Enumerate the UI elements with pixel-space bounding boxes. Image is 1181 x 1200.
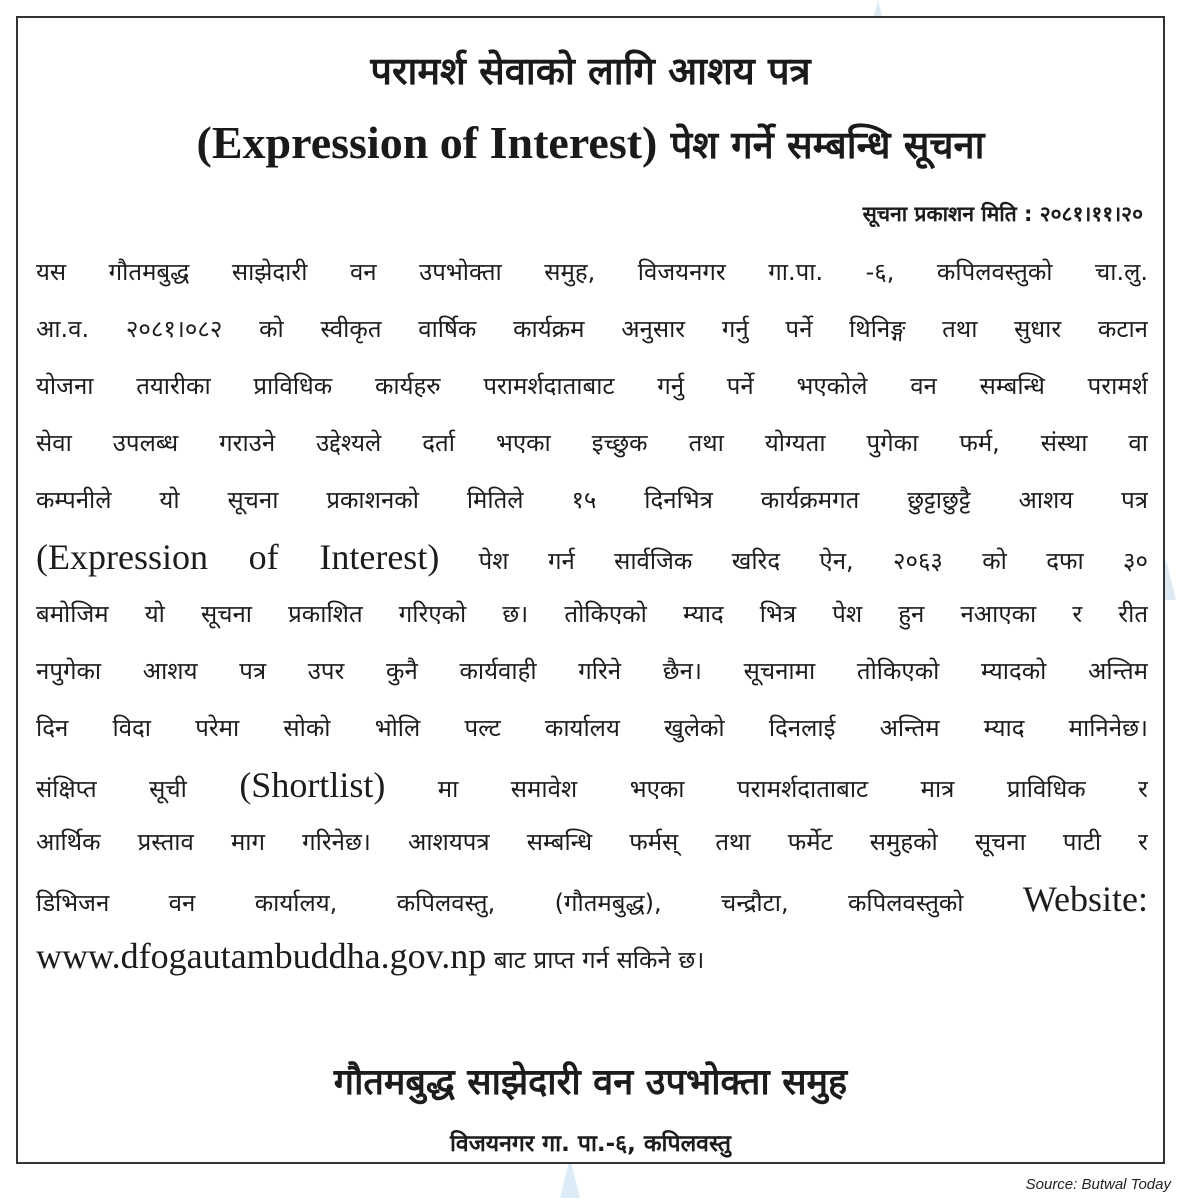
body-line-10-start: संक्षिप्त सूची <box>36 775 187 803</box>
body-line-7: बमोजिम यो सूचना प्रकाशित गरिएको छ। तोकिएको म्याद भित्र पेश हुन नआएका र रीत <box>36 600 1148 628</box>
organization-name: गौतमबुद्ध साझेदारी वन उपभोक्ता समुह <box>333 1062 848 1103</box>
notice-subtitle <box>18 116 1163 170</box>
organization-address: विजयनगर गा. पा.-६, कपिलवस्तु <box>449 1131 732 1157</box>
body-line-12-english: Website: <box>1022 879 1148 919</box>
source-credit: Source: Butwal Today <box>1025 1176 1171 1193</box>
body-line-2: आ.व. २०८१।०८२ को स्वीकृत वार्षिक कार्यक्रम अनुसार गर्नु पर्ने थिनिङ्ग तथा सुधार कटान <box>36 315 1148 343</box>
body-line-10 <box>36 757 1148 814</box>
body-line-4: सेवा उपलब्ध गराउने उद्देश्यले दर्ता भएका इच्छुक तथा योग्यता पुगेका फर्म, संस्था वा <box>36 429 1148 457</box>
subtitle-english: (Expression of Interest) <box>196 117 658 168</box>
body-line-10-end: मा समावेश भएका परामर्शदाताबाट मात्र प्राविधिक र <box>437 775 1148 803</box>
body-line-11: आर्थिक प्रस्ताव माग गरिनेछ। आशयपत्र सम्बन्धि फर्मस् तथा फर्मेट समुहको सूचना पाटी र <box>36 828 1148 856</box>
body-line-12-nepali: डिभिजन वन कार्यालय, कपिलवस्तु, (गौतमबुद्ध), चन्द्रौटा, कपिलवस्तुको <box>36 889 964 917</box>
body-line-13 <box>36 928 1148 985</box>
body-line-9: दिन विदा परेमा सोको भोलि पल्ट कार्यालय खुलेको दिनलाई अन्तिम म्याद मानिनेछ। <box>36 714 1148 742</box>
notice-title: परामर्श सेवाको लागि आशय पत्र <box>370 49 811 93</box>
body-line-3: योजना तयारीका प्राविधिक कार्यहरु परामर्शदाताबाट गर्नु पर्ने भएकोले वन सम्बन्धि परामर्श <box>36 372 1148 400</box>
body-line-6-nepali: पेश गर्न सार्वजिक खरिद ऐन, २०६३ को दफा ३० <box>478 547 1148 575</box>
body-line-5: कम्पनीले यो सूचना प्रकाशनको मितिले १५ दिनभित्र कार्यक्रमगत छुट्टाछुट्टै आशय पत्र <box>36 486 1148 514</box>
body-line-6-english: (Expression of Interest) <box>36 537 440 577</box>
watermark-mark-bottom <box>560 1158 580 1198</box>
body-line-10-english: (Shortlist) <box>239 765 386 805</box>
body-line-12 <box>36 871 1148 928</box>
website-url: www.dfogautambuddha.gov.np <box>36 936 487 976</box>
body-line-1: यस गौतमबुद्ध साझेदारी वन उपभोक्ता समुह, विजयनगर गा.पा. -६, कपिलवस्तुको चा.लु. <box>36 258 1148 286</box>
body-line-6 <box>36 529 1148 586</box>
body-line-8: नपुगेका आशय पत्र उपर कुनै कार्यवाही गरिने छैन। सूचनामा तोकिएको म्यादको अन्तिम <box>36 657 1148 685</box>
notice-body <box>36 244 1148 985</box>
notice-frame <box>16 16 1165 1164</box>
subtitle-nepali: पेश गर्ने सम्बन्धि सूचना <box>670 123 985 167</box>
publication-date: सूचना प्रकाशन मिति : २०८१।११।२० <box>862 202 1143 226</box>
body-line-13-nepali: बाट प्राप्त गर्न सकिने छ। <box>493 946 705 974</box>
